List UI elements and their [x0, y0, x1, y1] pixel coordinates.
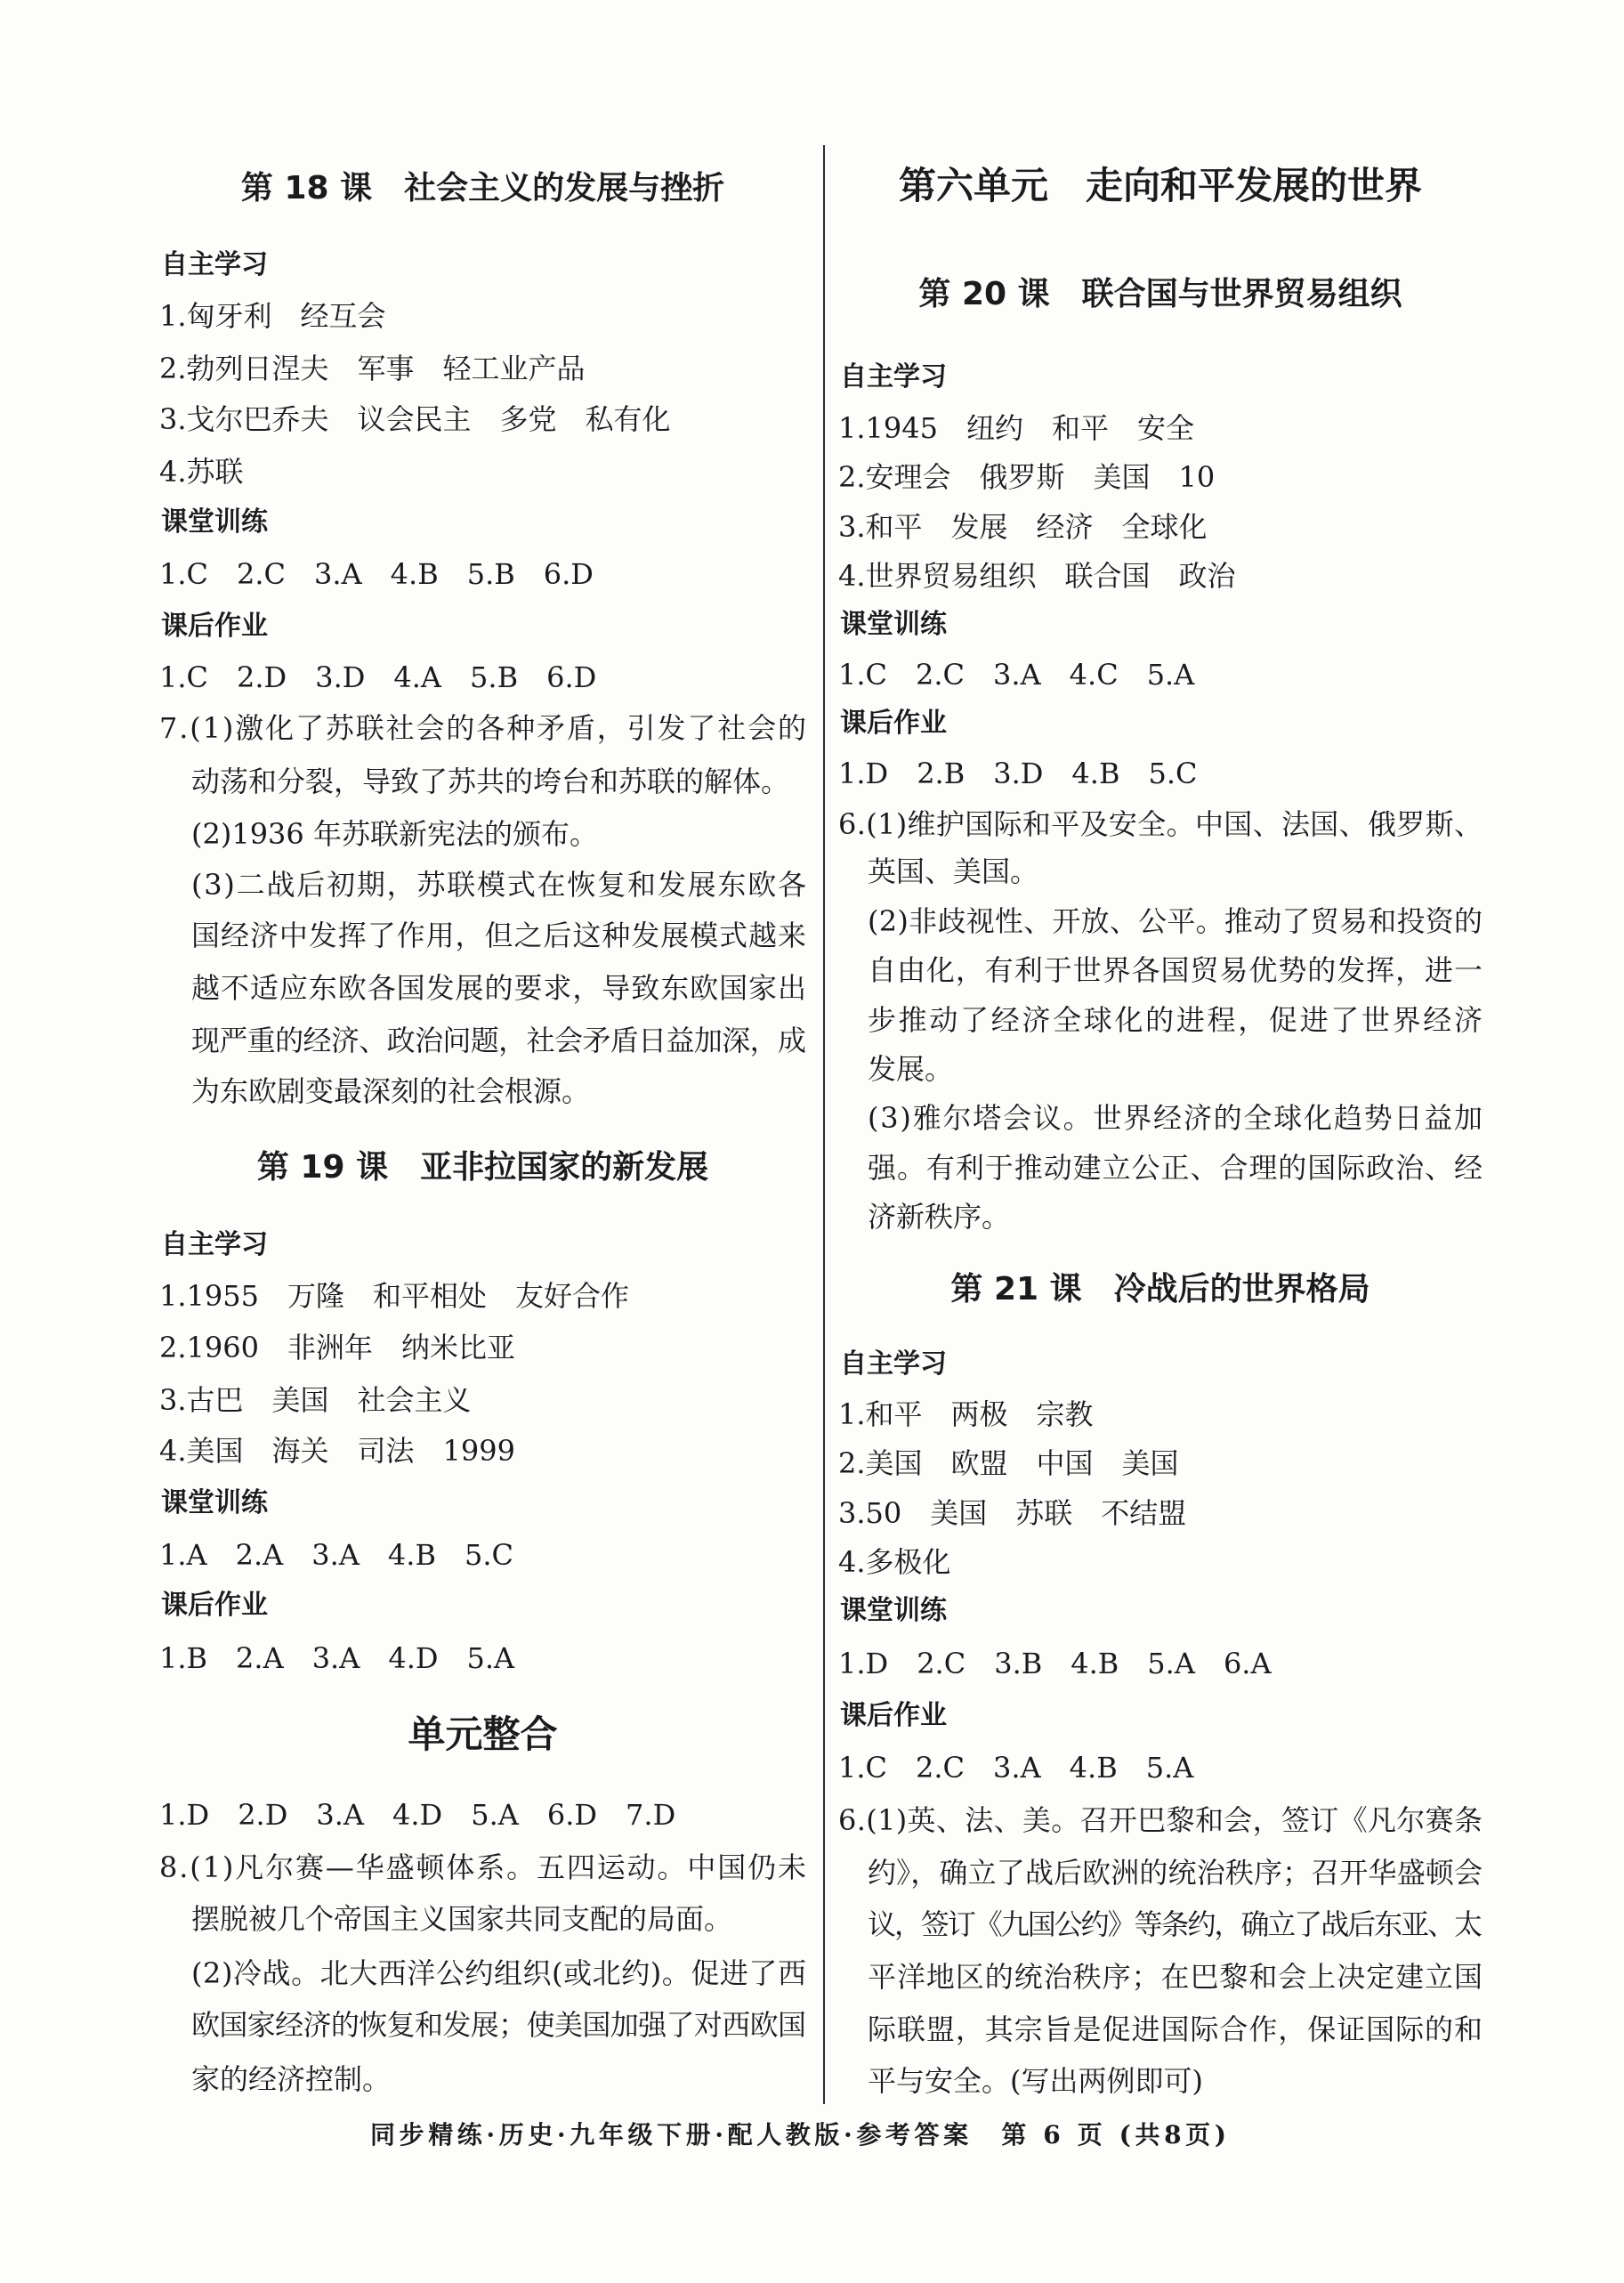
- answer-line: 1.C 2.D 3.D 4.A 5.B 6.D: [159, 660, 597, 694]
- answer-line: (2)冷战。北大西洋公约组织(或北约)。促进了西: [191, 1956, 807, 1990]
- section-heading-class-training: 课堂训练: [161, 506, 268, 538]
- section-heading-class-training: 课堂训练: [840, 609, 947, 640]
- answer-line: 7.(1)激化了苏联社会的各种矛盾，引发了社会的: [159, 711, 808, 745]
- answer-line: 2.1960 非洲年 纳米比亚: [159, 1331, 515, 1364]
- lesson-20-title: 第 20 课 联合国与世界贸易组织: [918, 276, 1402, 312]
- answer-line: 英国、美国。: [868, 854, 1039, 888]
- answer-line: 1.D 2.B 3.D 4.B 5.C: [838, 757, 1198, 790]
- answer-line: 6.(1)维护国际和平及安全。中国、法国、俄罗斯、: [838, 807, 1483, 841]
- answer-line: 1.和平 两极 宗教: [838, 1397, 1094, 1431]
- answer-line: 际联盟，其宗旨是促进国际合作，保证国际的和: [868, 2012, 1483, 2046]
- answer-line: 平洋地区的统治秩序；在巴黎和会上决定建立国: [868, 1960, 1483, 1994]
- answer-line: 发展。: [868, 1052, 954, 1086]
- answer-line: 3.和平 发展 经济 全球化: [838, 510, 1208, 544]
- section-heading-self-study: 自主学习: [161, 1229, 268, 1260]
- answer-line: 动荡和分裂，导致了苏共的垮台和苏联的解体。: [191, 765, 790, 798]
- answer-line: 2.勃列日涅夫 军事 轻工业产品: [159, 352, 586, 385]
- answer-line: 1.D 2.D 3.A 4.D 5.A 6.D 7.D: [159, 1798, 676, 1832]
- answer-line: (2)非歧视性、开放、公平。推动了贸易和投资的: [868, 904, 1483, 938]
- unit-review-title: 单元整合: [408, 1712, 558, 1756]
- page-footer: 同步精练·历史·九年级下册·配人教版·参考答案 第 6 页 (共8页): [370, 2120, 1231, 2149]
- answer-line: 摆脱被几个帝国主义国家共同支配的局面。: [191, 1902, 733, 1936]
- lesson-18-title: 第 18 课 社会主义的发展与挫折: [240, 170, 725, 206]
- answer-line: 平与安全。(写出两例即可): [868, 2064, 1203, 2098]
- answer-line: 2.安理会 俄罗斯 美国 10: [838, 460, 1216, 494]
- answer-line: 3.古巴 美国 社会主义: [159, 1383, 472, 1417]
- answer-line: 步推动了经济全球化的进程，促进了世界经济: [868, 1003, 1485, 1037]
- answer-line: 1.C 2.C 3.A 4.B 5.B 6.D: [159, 557, 594, 591]
- section-heading-self-study: 自主学习: [840, 361, 947, 393]
- section-heading-homework: 课后作业: [161, 1590, 268, 1621]
- answer-line: 强。有利于推动建立公正、合理的国际政治、经: [868, 1151, 1483, 1185]
- answer-line: 1.匈牙利 经互会: [159, 299, 386, 333]
- answer-line: 1.D 2.C 3.B 4.B 5.A 6.A: [838, 1647, 1272, 1680]
- section-heading-class-training: 课堂训练: [161, 1487, 268, 1518]
- lesson-19-title: 第 19 课 亚非拉国家的新发展: [256, 1149, 709, 1186]
- answer-line: 1.1955 万隆 和平相处 友好合作: [159, 1279, 629, 1313]
- answer-line: 济新秩序。: [868, 1200, 1011, 1234]
- answer-line: 3.50 美国 苏联 不结盟: [838, 1496, 1187, 1530]
- answer-line: 1.C 2.C 3.A 4.B 5.A: [838, 1751, 1194, 1785]
- answer-line: 8.(1)凡尔赛—华盛顿体系。五四运动。中国仍未: [159, 1850, 808, 1884]
- answer-line: 约》，确立了战后欧洲的统治秩序；召开华盛顿会: [868, 1856, 1483, 1890]
- section-heading-self-study: 自主学习: [840, 1348, 947, 1380]
- lesson-21-title: 第 21 课 冷战后的世界格局: [950, 1271, 1370, 1307]
- answer-line: (2)1936 年苏联新宪法的颁布。: [191, 817, 598, 851]
- answer-line: 家的经济控制。: [191, 2062, 392, 2096]
- section-heading-class-training: 课堂训练: [840, 1595, 947, 1626]
- section-heading-self-study: 自主学习: [161, 249, 268, 280]
- section-heading-homework: 课后作业: [161, 611, 268, 642]
- answer-line: 欧国家经济的恢复和发展；使美国加强了对西欧国: [191, 2008, 806, 2042]
- answer-line: 3.戈尔巴乔夫 议会民主 多党 私有化: [159, 402, 671, 436]
- answer-line: (3)雅尔塔会议。世界经济的全球化趋势日益加: [868, 1101, 1484, 1135]
- section-heading-homework: 课后作业: [840, 1700, 947, 1731]
- answer-line: 1.C 2.C 3.A 4.C 5.A: [838, 658, 1195, 692]
- answer-line: 4.多极化: [838, 1545, 951, 1579]
- answer-line: 国经济中发挥了作用，但之后这种发展模式越来: [191, 919, 807, 952]
- answer-line: 2.美国 欧盟 中国 美国: [838, 1446, 1179, 1480]
- answer-line: 现严重的经济、政治问题，社会矛盾日益加深，成: [191, 1024, 806, 1057]
- section-heading-homework: 课后作业: [840, 708, 947, 739]
- answer-line: 越不适应东欧各国发展的要求，导致东欧国家出: [191, 971, 807, 1005]
- column-divider: [823, 145, 825, 2104]
- answer-line: 议，签订《九国公约》等条约，确立了战后东亚、太: [868, 1907, 1481, 1941]
- answer-line: 4.世界贸易组织 联合国 政治: [838, 559, 1236, 593]
- answer-line: 6.(1)英、法、美。召开巴黎和会，签订《凡尔赛条: [838, 1803, 1483, 1837]
- answer-line: 1.1945 纽约 和平 安全: [838, 411, 1194, 445]
- answer-line: 4.苏联: [159, 455, 244, 489]
- answer-line: 自由化，有利于世界各国贸易优势的发挥，进一: [868, 953, 1483, 987]
- answer-line: 4.美国 海关 司法 1999: [159, 1434, 515, 1468]
- unit-title: 第六单元 走向和平发展的世界: [898, 164, 1422, 207]
- answer-line: 1.A 2.A 3.A 4.B 5.C: [159, 1538, 513, 1572]
- answer-line: 为东欧剧变最深刻的社会根源。: [191, 1074, 591, 1108]
- answer-line: 1.B 2.A 3.A 4.D 5.A: [159, 1641, 515, 1675]
- answer-line: (3)二战后初期，苏联模式在恢复和发展东欧各: [191, 868, 808, 902]
